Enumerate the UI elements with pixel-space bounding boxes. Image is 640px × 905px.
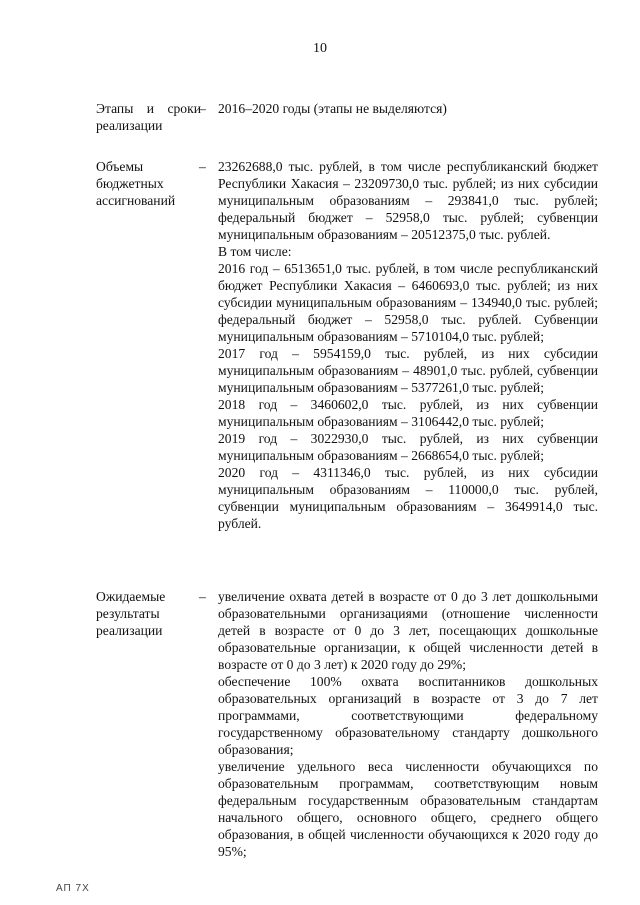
budget-content: [218, 158, 598, 532]
page-number: 10: [313, 41, 327, 56]
budget-paragraph: 2020 год – 4311346,0 тыс. рублей, из них субсидии муниципальным образованиям – 110000,0 тыс. рублей, субвенции муниципальным образованиям – 3649914,0 тыс. рублей.: [218, 465, 598, 531]
stages-label-word1: Этапы: [96, 101, 134, 116]
results-label: [96, 588, 201, 639]
results-paragraph: увеличение удельного веса численности обучающихся по образовательным программам, соответствующим новым федеральным государственным образовательным стандартам начального общего, основного общего, среднего общего образования, в общей численности обучающихся к 2020 году до 95%;: [218, 759, 598, 859]
budget-label: [96, 158, 201, 209]
results-content: [218, 588, 598, 860]
stages-dash: –: [199, 101, 206, 116]
results-dash: –: [199, 589, 206, 604]
budget-paragraph: 2018 год – 3460602,0 тыс. рублей, из них субвенции муниципальным образованиям – 3106442,0 тыс. рублей;: [218, 397, 598, 429]
stages-label-word2: и: [146, 101, 155, 116]
budget-paragraph: 2016 год – 6513651,0 тыс. рублей, в том числе республиканский бюджет Республики Хакасия – 6460693,0 тыс. рублей; из них субсидии муниципальным образованиям – 134940,0 тыс. рублей; федеральный бюджет – 52958,0 тыс. рублей. Субвенции муниципальным образованиям – 5710104,0 тыс. рублей;: [218, 261, 598, 344]
footer-mark: АП 7Х: [56, 883, 90, 894]
budget-label-line: Объемы: [96, 159, 144, 174]
results-label-line: Ожидаемые: [96, 589, 166, 604]
budget-paragraph: 23262688,0 тыс. рублей, в том числе республиканский бюджет Республики Хакасия – 23209730,0 тыс. рублей; из них субсидии муниципальным образованиям – 293841,0 тыс. рублей; федеральный бюджет – 52958,0 тыс. рублей; субвенции муниципальным образованиям – 20512375,0 тыс. рублей.: [218, 159, 598, 242]
budget-label-line: бюджетных: [96, 176, 164, 191]
stages-label-word3: сроки: [167, 101, 201, 116]
budget-paragraph: В том числе:: [218, 244, 292, 259]
results-paragraph: обеспечение 100% охвата воспитанников дошкольных образовательных организаций в возрасте от 3 до 7 лет программами, соответствующими федеральному государственному образовательному стандарту дошкольного образования;: [218, 674, 598, 757]
stages-value: 2016–2020 годы (этапы не выделяются): [218, 101, 447, 116]
stages-label-line1: [96, 100, 201, 117]
budget-paragraph: 2017 год – 5954159,0 тыс. рублей, из них субсидии муниципальным образованиям – 48901,0 тыс. рублей, субвенции муниципальным образованиям – 5377261,0 тыс. рублей;: [218, 346, 598, 395]
budget-paragraph: 2019 год – 3022930,0 тыс. рублей, из них субвенции муниципальным образованиям – 2668654,0 тыс. рублей;: [218, 431, 598, 463]
budget-dash: –: [199, 159, 206, 174]
stages-label: [96, 100, 201, 134]
results-paragraph: увеличение охвата детей в возрасте от 0 до 3 лет дошкольными образовательными организациями (отношение численности детей в возрасте от 0 до 3 лет, посещающих дошкольные образовательные организации, к общей численности детей в возрасте от 0 до 3 лет) к 2020 году до 29%;: [218, 589, 598, 672]
results-label-line: результаты: [96, 606, 160, 621]
stages-label-line2: реализации: [96, 118, 163, 133]
budget-label-line: ассигнований: [96, 193, 176, 208]
results-label-line: реализации: [96, 623, 163, 638]
